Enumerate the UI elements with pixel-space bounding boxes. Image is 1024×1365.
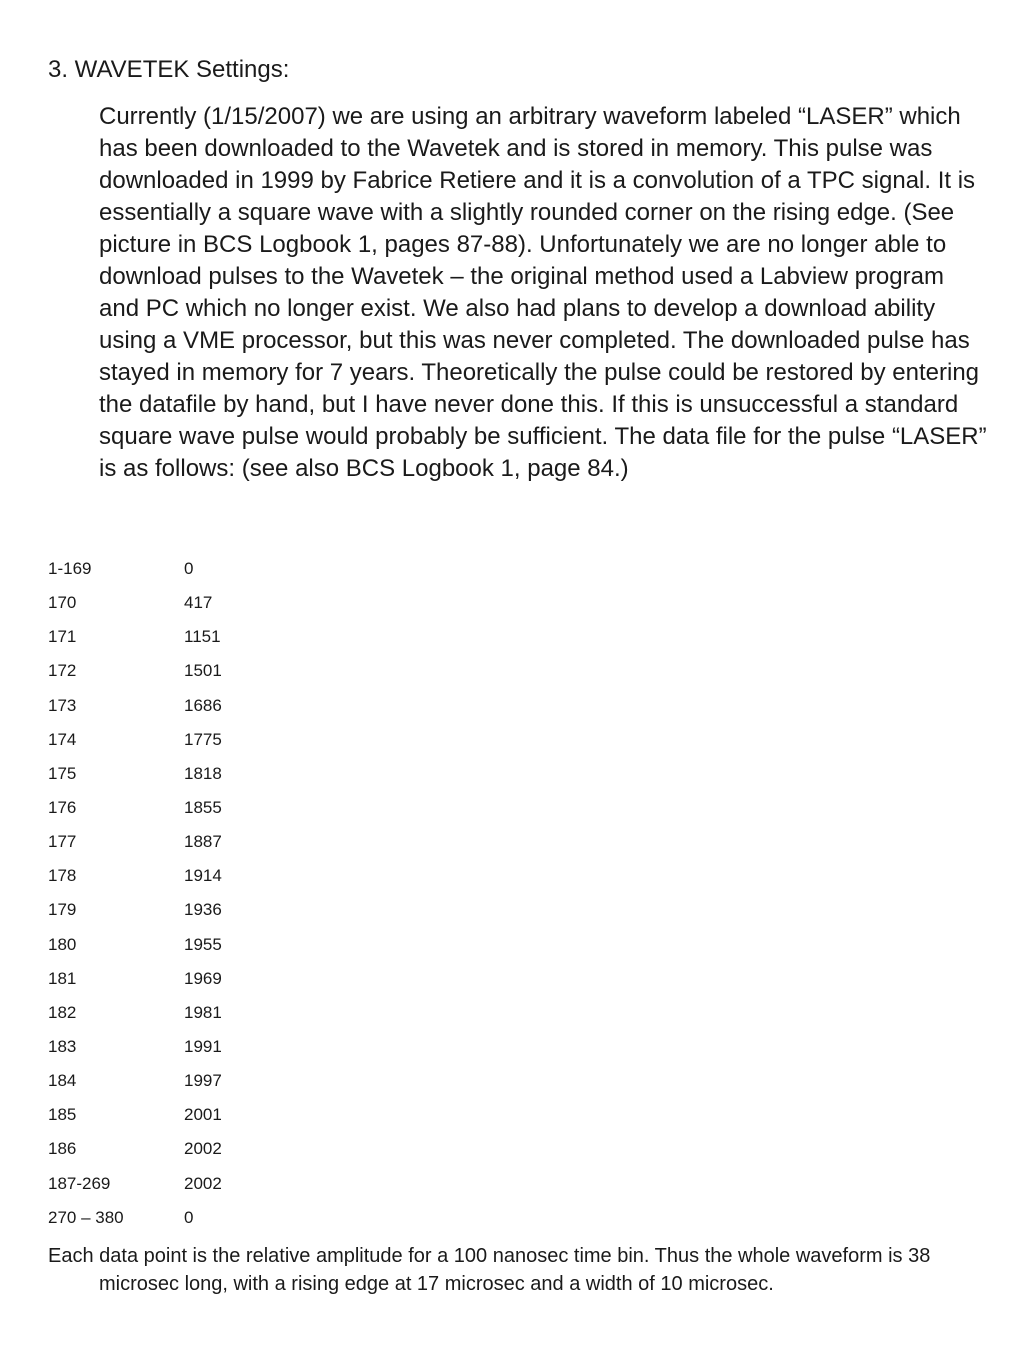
- row-index-cell: 187-269: [48, 1173, 111, 1193]
- table-row: [48, 830, 304, 864]
- row-index-cell: 180: [48, 934, 77, 954]
- row-value-cell: 1936: [184, 900, 222, 920]
- row-index-cell: 178: [48, 866, 77, 886]
- table-row: [48, 625, 304, 659]
- row-value-cell: 1969: [184, 968, 222, 988]
- row-value-cell: 1997: [184, 1071, 222, 1091]
- row-value-cell: 1855: [184, 797, 222, 817]
- table-row: [48, 898, 304, 932]
- row-value-cell: 1151: [184, 627, 221, 647]
- table-row: [48, 762, 304, 796]
- waveform-data-table: [48, 557, 304, 1240]
- table-row: [48, 694, 304, 728]
- row-index-cell: 183: [48, 1036, 77, 1056]
- row-index-cell: 185: [48, 1105, 77, 1125]
- table-row: [48, 796, 304, 830]
- row-value-cell: 1991: [184, 1036, 222, 1056]
- table-row: [48, 1035, 304, 1069]
- row-value-cell: 2002: [184, 1139, 222, 1159]
- row-value-cell: 417: [184, 593, 213, 613]
- row-value-cell: 1501: [184, 661, 222, 681]
- table-row: [48, 1172, 304, 1206]
- table-row: [48, 1137, 304, 1171]
- row-index-cell: 1-169: [48, 559, 92, 578]
- section-heading: 3. WAVETEK Settings:: [48, 56, 290, 83]
- row-index-cell: 177: [48, 832, 77, 852]
- row-index-cell: 184: [48, 1071, 77, 1091]
- row-index-cell: 174: [48, 729, 77, 749]
- row-value-cell: 1887: [184, 832, 222, 852]
- row-index-cell: 172: [48, 661, 77, 681]
- row-value-cell: 1914: [184, 866, 222, 886]
- row-index-cell: 176: [48, 797, 77, 817]
- row-value-cell: 0: [184, 559, 194, 578]
- table-row: [48, 1206, 304, 1240]
- table-row: [48, 1001, 304, 1035]
- table-row: [48, 728, 304, 762]
- row-value-cell: 0: [184, 1207, 194, 1227]
- row-index-cell: 181: [48, 968, 77, 988]
- row-index-cell: 186: [48, 1139, 77, 1159]
- table-row: [48, 591, 304, 625]
- row-value-cell: 1775: [184, 729, 222, 749]
- row-value-cell: 2001: [184, 1105, 222, 1125]
- row-value-cell: 1955: [184, 934, 222, 954]
- table-row: [48, 557, 304, 591]
- table-row: [48, 1103, 304, 1137]
- row-value-cell: 1981: [184, 1002, 222, 1022]
- table-row: [48, 864, 304, 898]
- row-index-cell: 179: [48, 900, 77, 920]
- table-row: [48, 1069, 304, 1103]
- description-paragraph: Currently (1/15/2007) we are using an arbitrary waveform labeled “LASER” which has been downloaded to the Wavetek and is stored in memory. This pulse was downloaded in 1999 by Fabrice Retiere and it is a convolution of a TPC signal. It is essentially a square wave with a slightly rounded corner on the rising edge. (See picture in BCS Logbook 1, pages 87-88). Unfortunately we are no longer able to download pulses to the Wavetek – the original method used a Labview program and PC which no longer exist. We also had plans to develop a download ability using a VME processor, but this was never completed. The downloaded pulse has stayed in memory for 7 years. Theoretically the pulse could be restored by entering the datafile by hand, but I have never done this. If this is unsuccessful a standard square wave pulse would probably be sufficient. The data file for the pulse “LASER” is as follows: (see also BCS Logbook 1, page 84.): [99, 103, 987, 482]
- row-value-cell: 1818: [184, 763, 222, 783]
- table-row: [48, 933, 304, 967]
- row-index-cell: 170: [48, 593, 77, 613]
- row-index-cell: 173: [48, 695, 77, 715]
- row-index-cell: 171: [48, 627, 77, 647]
- row-index-cell: 182: [48, 1002, 77, 1022]
- row-value-cell: 1686: [184, 695, 222, 715]
- footer-note: Each data point is the relative amplitude for a 100 nanosec time bin. Thus the whole waveform is 38 microsec long, with a rising edge at 17 microsec and a width of 10 microsec.: [48, 1245, 931, 1295]
- table-row: [48, 659, 304, 693]
- row-index-cell: 175: [48, 763, 77, 783]
- row-index-cell: 270 – 380: [48, 1207, 124, 1227]
- table-row: [48, 967, 304, 1001]
- row-value-cell: 2002: [184, 1173, 222, 1193]
